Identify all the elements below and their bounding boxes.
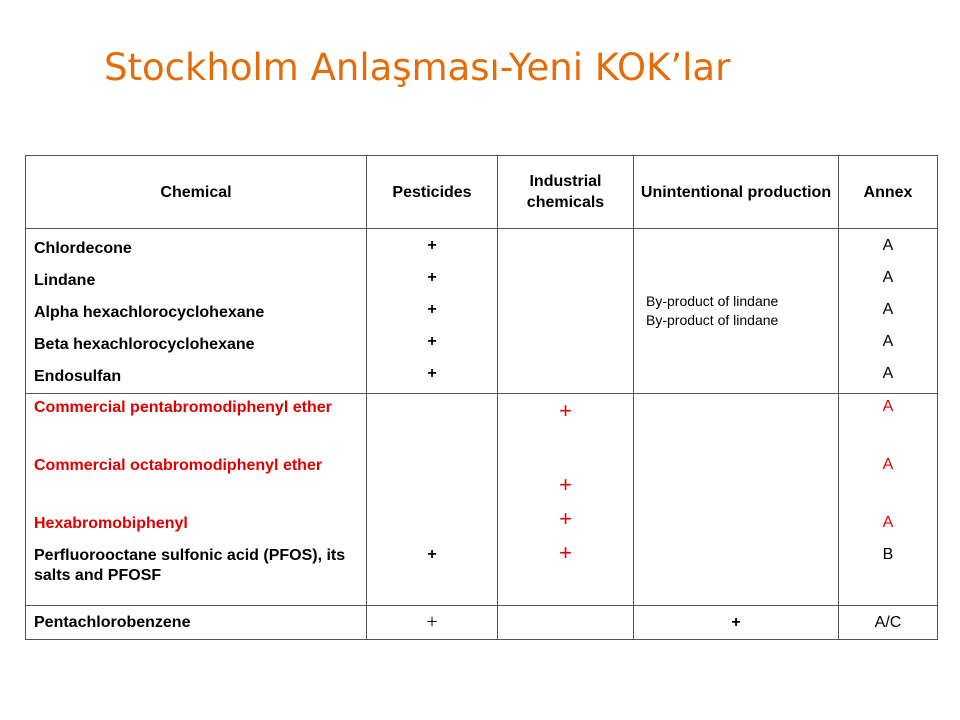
group2-annex-cell (839, 394, 938, 606)
annex-value: A (882, 365, 894, 382)
group3-annex-cell (839, 606, 938, 640)
header-chemical: Chemical (26, 156, 367, 229)
chemical-chlordecone: Chlordecone (34, 240, 132, 257)
annex-value: A (882, 456, 894, 473)
chemical-lindane: Lindane (34, 272, 96, 289)
pesticide-mark: + (427, 546, 437, 563)
group-industrial-row (26, 394, 938, 606)
group3-unintentional-cell (634, 606, 839, 640)
pesticide-mark: + (427, 301, 437, 318)
annex-value: A (882, 333, 894, 350)
group2-chemicals-cell (26, 394, 367, 606)
group1-annex-cell (839, 229, 938, 394)
annex-value: A (882, 237, 894, 254)
pops-table (25, 155, 938, 640)
annex-value: A (882, 301, 894, 318)
group2-pesticides-cell (367, 394, 498, 606)
chemical-pentabde: Commercial pentabromodiphenyl ether (34, 399, 332, 416)
annex-value: A (882, 514, 894, 531)
unintentional-mark: + (731, 613, 741, 631)
header-unintentional: Unintentional production (634, 156, 839, 229)
group1-pesticides-cell (367, 229, 498, 394)
group-pentachlorobenzene-row (26, 606, 938, 640)
annex-value: A/C (874, 613, 902, 631)
group2-unintentional-cell (634, 394, 839, 606)
pesticide-mark: + (427, 333, 437, 350)
pesticide-mark: + (427, 365, 437, 382)
industrial-mark: + (559, 398, 572, 423)
header-industrial: Industrial chemicals (498, 156, 634, 229)
group1-industrial-cell (498, 229, 634, 394)
group-organochlorine-row (26, 229, 938, 394)
byproduct-note: By-product of lindane (646, 312, 779, 328)
group3-chemical-cell (26, 606, 367, 640)
chemical-pfos: Perfluorooctane sulfonic acid (PFOS), its salts and PFOSF (34, 547, 346, 584)
header-pesticides: Pesticides (367, 156, 498, 229)
byproduct-note: By-product of lindane (646, 293, 779, 309)
industrial-mark: + (559, 506, 572, 531)
chemical-alpha-hch: Alpha hexachlorocyclohexane (34, 304, 265, 321)
industrial-mark: + (559, 540, 572, 565)
pesticide-mark: + (426, 611, 438, 633)
pesticide-mark: + (427, 269, 437, 286)
chemical-beta-hch: Beta hexachlorocyclohexane (34, 336, 255, 353)
annex-value: A (882, 398, 894, 415)
group1-chemicals-cell (26, 229, 367, 394)
annex-value: B (882, 546, 894, 563)
chemical-endosulfan: Endosulfan (34, 368, 122, 385)
slide-title: Stockholm Anlaşması-Yeni KOK’lar (104, 46, 731, 89)
chemical-hexabromobiphenyl: Hexabromobiphenyl (34, 515, 188, 532)
group3-pesticides-cell (367, 606, 498, 640)
header-row (26, 156, 938, 229)
pesticide-mark: + (427, 237, 437, 254)
group3-industrial-cell (498, 606, 634, 640)
chemical-pentachlorobenzene: Pentachlorobenzene (34, 613, 191, 631)
annex-value: A (882, 269, 894, 286)
group2-industrial-cell (498, 394, 634, 606)
group1-unintentional-cell (634, 229, 839, 394)
header-annex: Annex (839, 156, 938, 229)
industrial-mark: + (559, 472, 572, 497)
chemical-octabde: Commercial octabromodiphenyl ether (34, 457, 323, 474)
